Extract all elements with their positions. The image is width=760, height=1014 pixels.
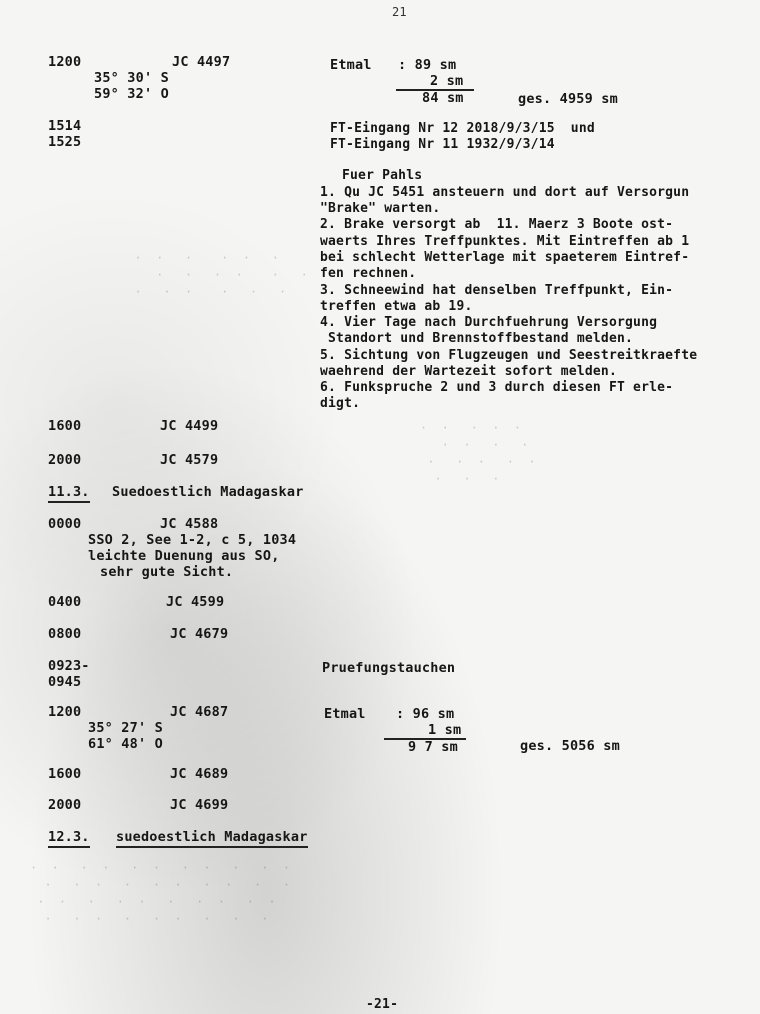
etmal-total: 84 sm — [422, 90, 464, 106]
entry-grid: JC 4588 — [160, 516, 219, 532]
entry-time: 1200 — [48, 54, 82, 70]
message-line: fen rechnen. — [320, 266, 417, 281]
top-page-mark: 21 — [392, 5, 407, 19]
weather-line: SSO 2, See 1-2, c 5, 1034 — [88, 532, 297, 548]
etmal-label: Etmal — [324, 706, 366, 722]
message-line: Standort und Brennstoffbestand melden. — [320, 331, 634, 346]
entry-time: 0923- — [48, 658, 90, 674]
day-date-text: 11.3. — [48, 484, 90, 503]
entry-time: 0945 — [48, 674, 82, 690]
day-date — [48, 484, 90, 501]
etmal-value-2: 2 sm — [430, 73, 464, 89]
entry-latitude: 35° 30' S — [94, 70, 169, 86]
entry-latitude: 35° 27' S — [88, 720, 163, 736]
total-distance: ges. 5056 sm — [520, 738, 620, 754]
bleed-through-texture-3: · · · · · · · · · · · · · · · · · · · · · · · · · · · · · · · · · · · · · · · · — [30, 861, 291, 926]
message-line: 4. Vier Tage nach Durchfuehrung Versorgung — [320, 315, 658, 330]
day-date — [48, 829, 90, 846]
entry-time: 0400 — [48, 594, 82, 610]
etmal-value-1: : 96 sm — [396, 706, 455, 722]
message-line: waerts Ihres Treffpunktes. Mit Eintreffen ab 1 — [320, 234, 690, 249]
entry-grid: JC 4599 — [166, 594, 225, 610]
entry-time: 2000 — [48, 452, 82, 468]
entry-longitude: 61° 48' O — [88, 736, 163, 752]
message-line: 5. Sichtung von Flugzeugen und Seestreitkraefte — [320, 348, 698, 363]
entry-time: 0000 — [48, 516, 82, 532]
day-location: Suedoestlich Madagaskar — [112, 484, 304, 500]
message-line: 1. Qu JC 5451 ansteuern und dort auf Versorgun — [320, 185, 690, 200]
entry-grid: JC 4497 — [172, 54, 231, 70]
ft-receipt-line: FT-Eingang Nr 11 1932/9/3/14 — [330, 137, 555, 152]
entry-time: 1514 — [48, 118, 82, 134]
entry-event: Pruefungstauchen — [322, 660, 456, 676]
message-line: treffen etwa ab 19. — [320, 299, 473, 314]
entry-grid: JC 4679 — [170, 626, 229, 642]
bleed-through-texture: · · · · · · · · · · · · · · · · · · — [134, 251, 308, 299]
entry-grid: JC 4579 — [160, 452, 219, 468]
entry-time: 1525 — [48, 134, 82, 150]
entry-time: 1600 — [48, 766, 82, 782]
message-line: digt. — [320, 396, 361, 411]
entry-time: 1200 — [48, 704, 82, 720]
message-line: 2. Brake versorgt ab 11. Maerz 3 Boote ost- — [320, 217, 674, 232]
footer-page-number: -21- — [366, 997, 399, 1012]
entry-time: 2000 — [48, 797, 82, 813]
entry-grid: JC 4689 — [170, 766, 229, 782]
etmal-label: Etmal — [330, 57, 372, 73]
entry-grid: JC 4687 — [170, 704, 229, 720]
day-location — [116, 829, 308, 846]
entry-grid: JC 4699 — [170, 797, 229, 813]
etmal-value-2: 1 sm — [428, 722, 462, 738]
weather-line: sehr gute Sicht. — [100, 564, 234, 580]
entry-time: 1600 — [48, 418, 82, 434]
etmal-total: 9 7 sm — [408, 739, 458, 755]
day-location-text: suedoestlich Madagaskar — [116, 829, 308, 848]
message-line: 3. Schneewind hat denselben Treffpunkt, Ein- — [320, 283, 674, 298]
message-heading: Fuer Pahls — [342, 168, 423, 183]
entry-longitude: 59° 32' O — [94, 86, 169, 102]
weather-line: leichte Duenung aus SO, — [88, 548, 280, 564]
message-line: "Brake" warten. — [320, 201, 441, 216]
etmal-value-1: : 89 sm — [398, 57, 457, 73]
message-line: waehrend der Wartezeit sofort melden. — [320, 364, 617, 379]
message-line: bei schlecht Wetterlage mit spaeterem Eintref- — [320, 250, 690, 265]
total-distance: ges. 4959 sm — [518, 91, 618, 107]
bleed-through-texture-2: · · · · · · · · · · · · · · · · · — [420, 421, 536, 486]
entry-time: 0800 — [48, 626, 82, 642]
ft-receipt-line: FT-Eingang Nr 12 2018/9/3/15 und — [330, 121, 595, 136]
entry-grid: JC 4499 — [160, 418, 219, 434]
message-line: 6. Funkspruche 2 und 3 durch diesen FT erle- — [320, 380, 674, 395]
day-date-text: 12.3. — [48, 829, 90, 848]
